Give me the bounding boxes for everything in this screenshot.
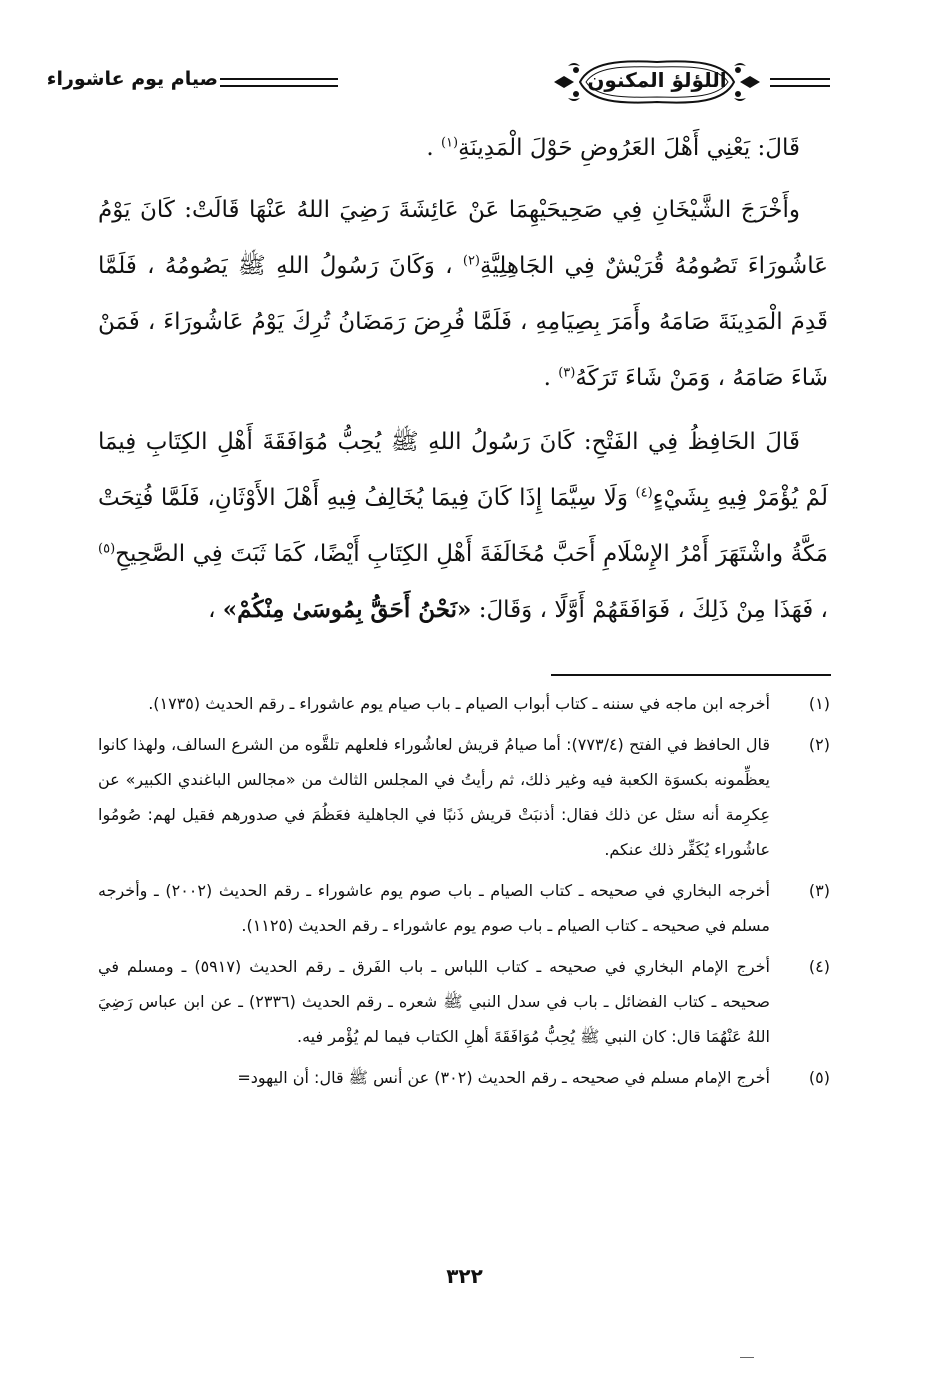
footnote-number: (١) xyxy=(808,694,830,713)
paragraph-2-end: . xyxy=(543,365,559,391)
paragraph-1-text: قَالَ: يَعْنِي أَهْلَ العَرُوضِ حَوْلَ الْمَدِينَةِ xyxy=(458,135,800,161)
footnote-5 xyxy=(98,1060,830,1095)
footnote-2 xyxy=(98,727,830,867)
footnote-number: (٣) xyxy=(808,881,830,900)
scan-mark xyxy=(740,1357,754,1358)
footnotes xyxy=(98,686,830,1101)
main-text xyxy=(98,120,828,646)
footnote-text: أخرجه ابن ماجه في سننه ـ كتاب أبواب الصيام ـ باب صيام يوم عاشوراء ـ رقم الحديث (١٧٣٥). xyxy=(148,694,770,713)
footnote-number: (٤) xyxy=(808,957,830,976)
footnote-text: أخرجه البخاري في صحيحه ـ كتاب الصيام ـ باب صوم يوم عاشوراء ـ رقم الحديث (٢٠٠٢) ـ وأخرجه مسلم في صحيحه ـ كتاب الصيام ـ باب صوم يوم عاشوراء ـ رقم الحديث (١١٢٥). xyxy=(98,881,770,935)
paragraph-3-end: ، xyxy=(208,597,223,623)
footnote-ref-2: (٢) xyxy=(462,253,480,269)
paragraph-2-text-b: ، وَكَانَ رَسُولُ اللهِ ﷺ يَصُومُهُ ، فَلَمَّا قَدِمَ الْمَدِينَةَ صَامَهُ وأَمَرَ بِصِيَامِهِ ، فَلَمَّا فُرِضَ رَمَضَانُ تُرِكَ يَوْمُ عَاشُورَاءَ ، فَمَنْ شَاءَ صَامَهُ ، وَمَنْ شَاءَ تَرَكَهُ xyxy=(98,253,828,391)
footnote-ref-1: (١) xyxy=(440,135,459,151)
footnote-separator xyxy=(551,674,831,676)
paragraph-3-text-b: وَلَا سِيَّمَا إِذَا كَانَ فِيمَا يُخَالِفُ فِيهِ أَهْلَ الأَوْثَانِ، فَلَمَّا فُتِحَتْ مَكَّةُ واشْتَهَرَ أَمْرُ الإِسْلَامِ أَحَبَّ مُخَالَفَةَ أَهْلِ الكِتَابِ أَيْضًا، كَمَا ثَبَتَ فِي الصَّحِيحِ xyxy=(98,485,828,567)
paragraph-3-text-c: ، فَهَذَا مِنْ ذَلِكَ ، فَوَافَقَهُمْ أَوَّلًا ، وَقَالَ: xyxy=(471,597,828,623)
footnote-ref-3: (٣) xyxy=(558,365,576,381)
footnote-4 xyxy=(98,949,830,1054)
footnote-text: أخرج الإمام مسلم في صحيحه ـ رقم الحديث (٣٠٢) عن أنس ﷺ قال: أن اليهود= xyxy=(237,1068,770,1087)
footnote-text: أخرج الإمام البخاري في صحيحه ـ كتاب اللباس ـ باب الفَرق ـ رقم الحديث (٥٩١٧) ـ ومسلم في صحيحه ـ كتاب الفضائل ـ باب في سدل النبي ﷺ شعره ـ رقم الحديث (٢٣٣٦) ـ عن ابن عباس رَضِيَ اللهُ عَنْهُمَا قال: كان النبي ﷺ يُحِبُّ مُوَافَقَةَ أهلِ الكتاب فيما لم يُؤْمر فيه. xyxy=(98,957,771,1046)
footnote-number: (٥) xyxy=(808,1068,830,1087)
paragraph-1-end: . xyxy=(426,135,441,161)
paragraph-3 xyxy=(98,414,828,638)
footnote-text: قال الحافظ في الفتح (٧٧٣/٤): أما صيامُ قريش لعاشُوراء فلعلهم تلقَّوه من الشرع السالف، ولهذا كانوا يعظِّمونه بكسوَة الكعبة فيه وغير ذلك، ثم رأيتُ في المجلس الثالث من «مجالس الباغندي الكبير» عن عِكرِمة أنه سئل عن ذلك فقال: أذنبَتْ قريش ذَنبًا في الجاهلية فعَظُمَ في صدورهم فقيل لهم: صُومُوا عاشُوراء يُكَفِّر ذلك عنكم. xyxy=(98,735,770,859)
footnote-ref-5: (٥) xyxy=(98,541,116,557)
hadith-quote: «نَحْنُ أَحَقُّ بِمُوسَىٰ مِنْكُمْ» xyxy=(222,596,472,623)
book-title-ornament xyxy=(550,56,764,108)
paragraph-2 xyxy=(98,182,828,406)
page-number: ٣٢٢ xyxy=(446,1264,483,1288)
footnote-number: (٢) xyxy=(808,735,830,754)
paragraph-1 xyxy=(98,120,828,176)
section-title: صيام يوم عاشوراء xyxy=(46,68,218,90)
book-title: اللؤلؤ المكنون xyxy=(587,68,727,92)
paragraph-3-text-a: قَالَ الحَافِظُ فِي الفَتْحِ: كَانَ رَسُولُ اللهِ ﷺ يُحِبُّ مُوَافَقَةَ أَهْلِ الكِتَابِ فِيمَا لَمْ يُؤْمَرْ فِيهِ بِشَيْءٍ xyxy=(98,429,828,511)
header-rule-left xyxy=(220,78,338,87)
footnote-ref-4: (٤) xyxy=(635,485,653,501)
footnote-3 xyxy=(98,873,830,943)
header-rule-right xyxy=(770,78,830,87)
paragraph-2-text-a: وأَخْرَجَ الشَّيْخَانِ فِي صَحِيحَيْهِمَا عَنْ عَائِشَةَ رَضِيَ اللهُ عَنْهَا قَالَتْ: كَانَ يَوْمُ عَاشُورَاءَ تَصُومُهُ قُرَيْشٌ فِي الجَاهِلِيَّةِ xyxy=(98,197,828,279)
page-header xyxy=(46,52,830,112)
footnote-1 xyxy=(98,686,830,721)
